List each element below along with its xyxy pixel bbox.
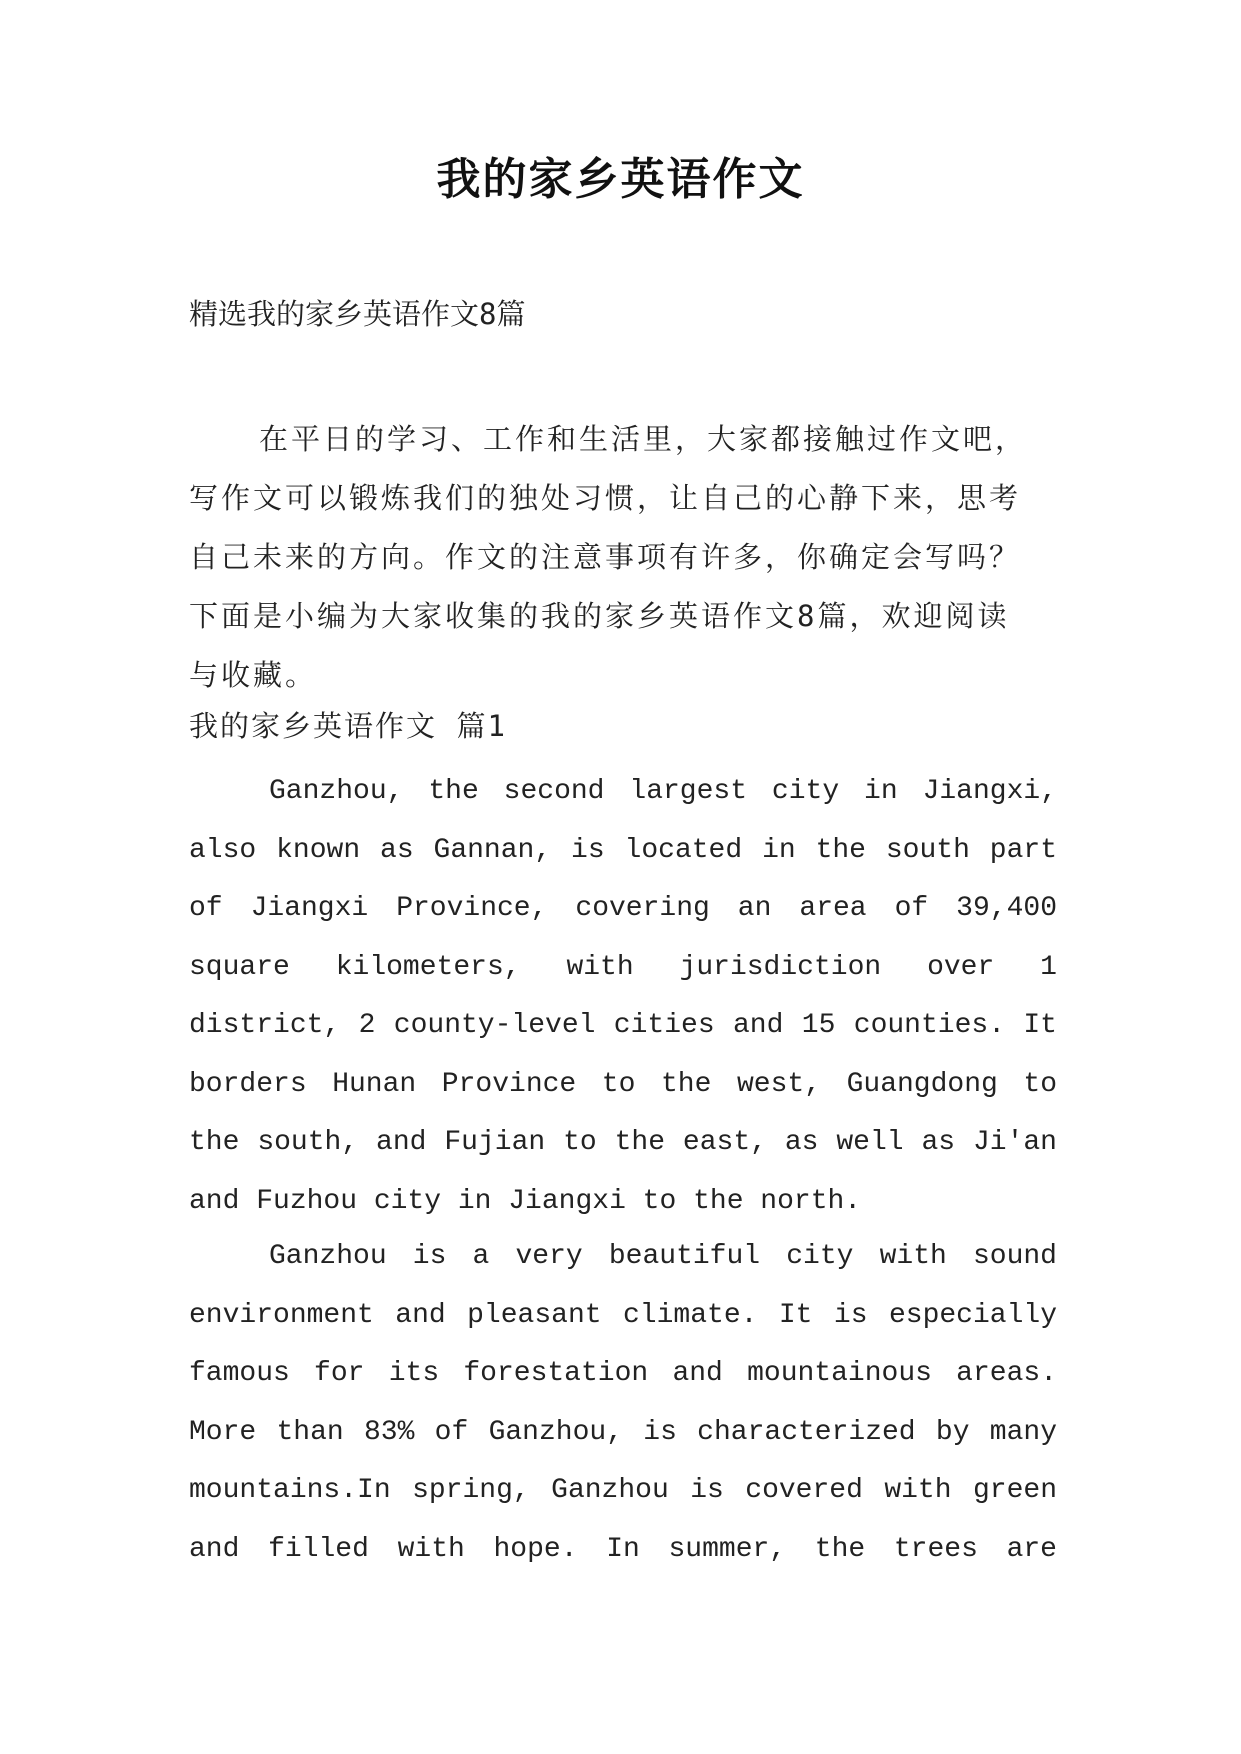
paragraph-line: district, 2 county-level cities and 15 counties. It <box>189 1010 1057 1041</box>
intro-line: 与收藏。 <box>189 658 318 692</box>
paragraph-line: environment and pleasant climate. It is especially <box>189 1299 1057 1331</box>
english-paragraph-1 <box>189 763 1057 1231</box>
paragraph-line: famous for its forestation and mountainous areas. <box>189 1358 1057 1389</box>
document-title: 我的家乡英语作文 <box>436 154 805 205</box>
english-paragraph-2 <box>189 1228 1057 1579</box>
paragraph-line: and Fuzhou city in Jiangxi to the north. <box>189 1185 862 1217</box>
section-heading: 我的家乡英语作文 篇1 <box>189 709 507 743</box>
intro-line: 自己未来的方向。作文的注意事项有许多，你确定会写吗？ <box>189 540 1022 574</box>
paragraph-line: More than 83% of Ganzhou, is characterized by many <box>189 1416 1057 1448</box>
paragraph-line: Ganzhou, the second largest city in Jiangxi, <box>269 776 1057 807</box>
document-subtitle: 精选我的家乡英语作文8篇 <box>189 297 526 331</box>
paragraph-line: borders Hunan Province to the west, Guangdong to <box>189 1068 1057 1100</box>
intro-paragraph <box>189 410 1059 705</box>
paragraph-line: also known as Gannan, is located in the south part <box>189 834 1057 866</box>
intro-line: 在平日的学习、工作和生活里，大家都接触过作文吧， <box>259 422 1028 456</box>
paragraph-line: square kilometers, with jurisdiction over 1 <box>189 951 1057 983</box>
paragraph-line: of Jiangxi Province, covering an area of 39,400 <box>189 893 1057 924</box>
paragraph-line: mountains.In spring, Ganzhou is covered with green <box>189 1475 1057 1506</box>
paragraph-line: Ganzhou is a very beautiful city with sound <box>269 1241 1057 1272</box>
paragraph-line: the south, and Fujian to the east, as well as Ji'an <box>189 1127 1057 1158</box>
intro-line: 下面是小编为大家收集的我的家乡英语作文8篇，欢迎阅读 <box>189 599 1010 633</box>
intro-line: 写作文可以锻炼我们的独处习惯，让自己的心静下来，思考 <box>189 481 1022 515</box>
paragraph-line: and filled with hope. In summer, the trees are <box>189 1533 1057 1565</box>
